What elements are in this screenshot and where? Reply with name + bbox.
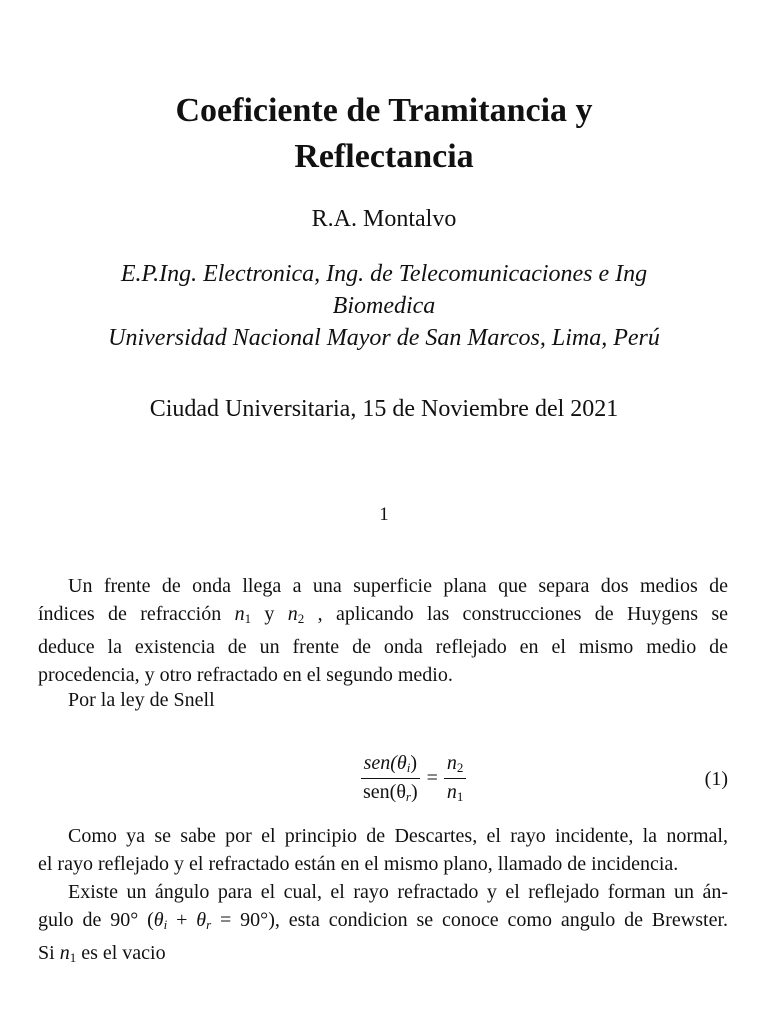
numerator-right: $n_2$	[444, 752, 467, 779]
title-line-2: Reflectancia	[294, 138, 474, 175]
text-segment: y	[264, 603, 275, 625]
date-line: Ciudad Universitaria, 15 de Noviembre del 2021	[149, 396, 619, 422]
affiliation	[40, 258, 728, 354]
numerator-left: $sen(\theta_i)$	[361, 752, 420, 779]
paragraph-3-line-1: Como ya se sabe por el principio de Descartes, el rayo incidente, la normal,	[68, 825, 728, 847]
math-n2: $n_2$	[287, 603, 305, 626]
math-n1: $n_1$	[59, 942, 77, 965]
paragraph-1-line-3: deduce la existencia de un frente de onda reflejado en el mismo medio de	[38, 636, 728, 658]
fraction-right	[444, 752, 467, 805]
equation-1	[38, 752, 728, 812]
paragraph-2	[38, 686, 728, 714]
affiliation-line-1: E.P.Ing. Electronica, Ing. de Telecomunicaciones e Ing	[120, 261, 648, 287]
author: R.A. Montalvo	[311, 206, 457, 232]
paper-title	[40, 88, 728, 180]
paragraph-3-line-2: el rayo reflejado y el refractado están en el mismo plano, llamado de incidencia.	[38, 853, 679, 875]
paragraph-3	[38, 822, 728, 972]
paragraph-3-line-3: Existe un ángulo para el cual, el rayo refractado y el reflejado forman un án-	[68, 881, 728, 903]
page-number: 1	[379, 504, 389, 525]
equation-number: (1)	[704, 768, 728, 790]
paragraph-1-line-4: procedencia, y otro refractado en el segundo medio.	[38, 664, 453, 686]
text-segment: índices de refracción	[38, 603, 222, 625]
paragraph-2-line-1: Por la ley de Snell	[68, 689, 215, 711]
affiliation-line-2: Biomedica	[332, 293, 436, 319]
equals-sign: =	[426, 767, 438, 789]
paragraph-1-line-1: Un frente de onda llega a una superficie plana que separa dos medios de	[68, 575, 728, 597]
text-segment: , aplicando las construcciones de Huygens se	[317, 603, 729, 625]
math-n1: $n_1$	[234, 603, 252, 626]
paragraph-1	[38, 572, 728, 689]
title-line-1: Coeficiente de Tramitancia y	[175, 92, 593, 129]
snell-equation	[360, 752, 466, 805]
fraction-left	[360, 752, 421, 805]
paragraph-3-line-4: gulo de 90° $(\theta_i + \theta_r = 90^\circ)$, esta condicion se conoce como angulo de Brewster.	[38, 909, 729, 932]
paragraph-3-line-5: Si $n_1$ es el vacio	[38, 942, 166, 965]
denominator-right: $n_1$	[446, 781, 464, 804]
paragraph-1-line-2	[38, 600, 728, 633]
affiliation-line-3: Universidad Nacional Mayor de San Marcos, Lima, Perú	[108, 325, 660, 351]
denominator-left: $sen(\theta_r)$	[363, 781, 418, 804]
